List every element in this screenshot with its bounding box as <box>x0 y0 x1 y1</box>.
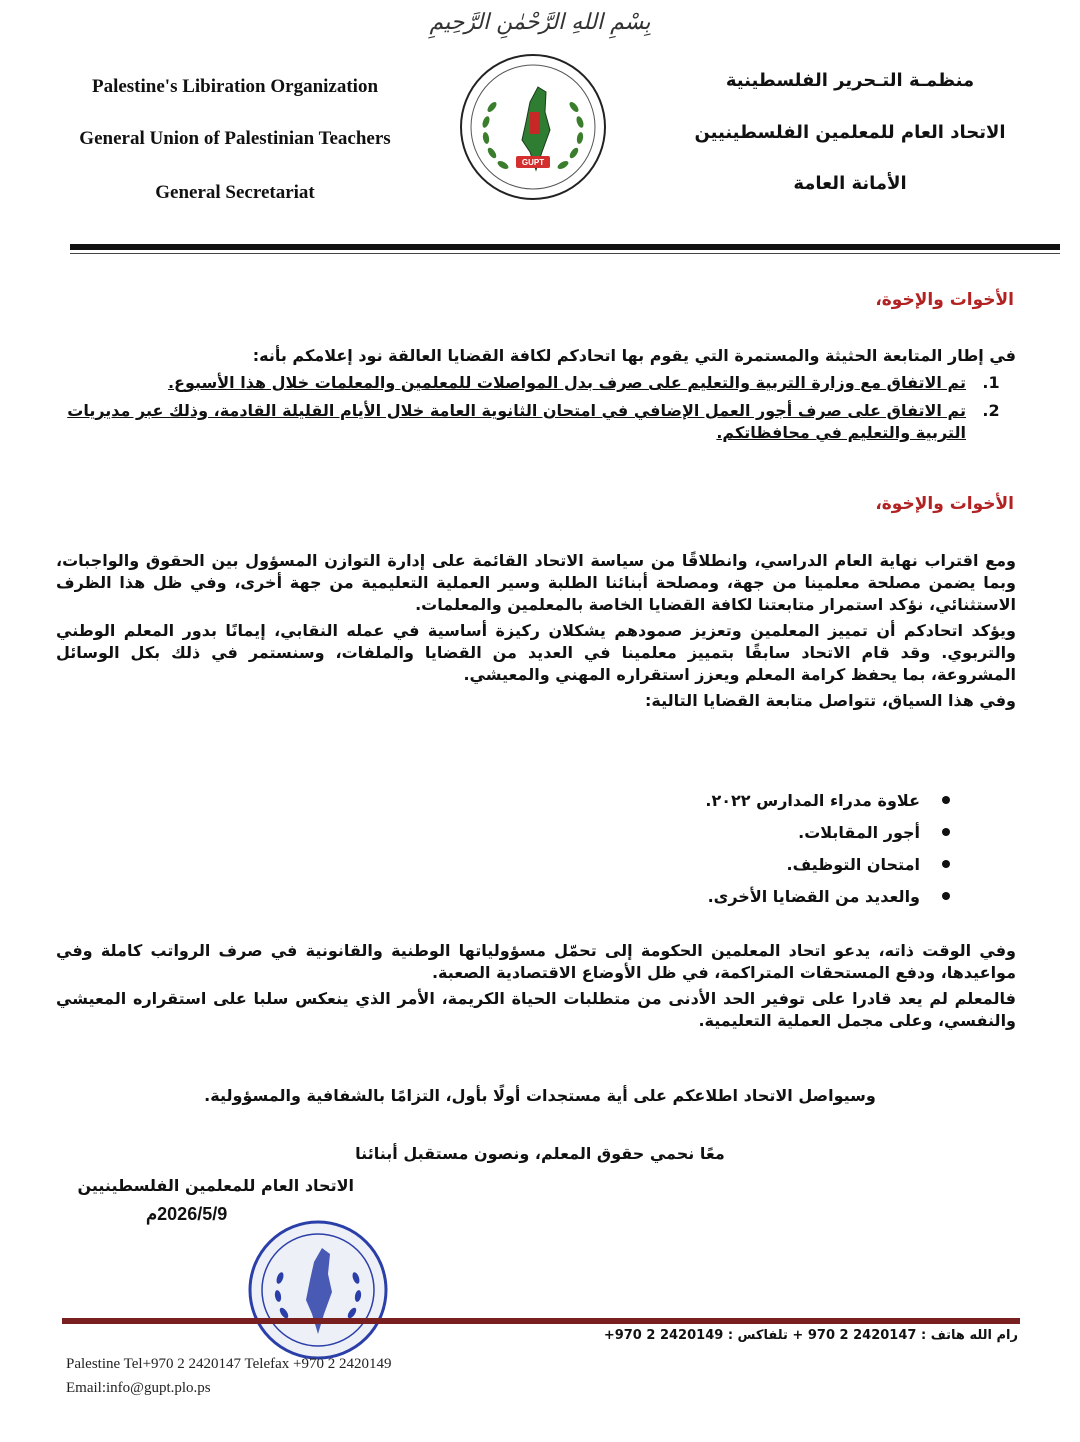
signature-name: الاتحاد العام للمعلمين الفلسطينيين <box>77 1176 354 1195</box>
signature-date: 2026/5/9م <box>146 1204 228 1224</box>
list-item <box>56 400 1016 444</box>
paragraph: وفي الوقت ذاته، يدعو اتحاد المعلمين الحكومة إلى تحمّل مسؤولياتها الوطنية والقانونية في صرف الرواتب كاملة وفي مواعيدها، ودفع المستحقات المتراكمة، في ظل الأوضاع الاقتصادية الصعبة. <box>56 941 1016 982</box>
bullet-icon <box>942 828 950 836</box>
bullet-item <box>250 880 950 912</box>
gupt-emblem-icon <box>450 52 616 202</box>
list-item-number: 1. <box>982 373 1000 392</box>
paragraph: ويؤكد اتحادكم أن تمييز المعلمين وتعزيز صمودهم يشكلان ركيزة أساسية في عمله النقابي، إيمانًا بدور المعلم الوطني والتربوي. وقد قام الاتحاد سابقًا بتمييز معلمينا في العديد من القضايا والملفات، وسنستمر في ذلك بكل الوسائل المشروعة، بما يحفظ كرامة المعلم ويعزز استقراره المهني والمعيشي. <box>56 621 1016 684</box>
footer-arabic-contact: رام الله هاتف : 2420147 2 970 + تلفاكس : 2420149 2 970+ <box>603 1328 1018 1343</box>
bullet-item <box>250 784 950 816</box>
footer-phone: Palestine Tel+970 2 2420147 Telefax +970 2 2420149 <box>66 1356 392 1372</box>
paragraph: ومع اقتراب نهاية العام الدراسي، وانطلاقًا من سياسة الاتحاد القائمة على إدارة التوازن المسؤول بين الحقوق والواجبات، وبما يضمن مصلحة معلمينا من جهة، ومصلحة أبنائنا الطلبة وسير العملية التعليمية من جهة أخرى، وفي ظل هذا الظرف الاستثنائي، نؤكد استمرار متابعتنا لكافة القضايا الخاصة بالمعلمين والمعلمات. <box>56 551 1016 614</box>
en-union-name: General Union of Palestinian Teachers <box>79 128 391 149</box>
bullet-text: علاوة مدراء المدارس ٢٠٢٢. <box>705 790 920 810</box>
slogan: معًا نحمي حقوق المعلم، ونصون مستقبل أبنائنا <box>355 1144 725 1163</box>
ar-secretariat: الأمانة العامة <box>793 173 907 194</box>
basmala: بِسْمِ اللهِ الرَّحْمٰنِ الرَّحِيمِ <box>429 10 651 35</box>
bullet-text: والعديد من القضايا الأخرى. <box>707 886 920 906</box>
paragraph: وفي هذا السياق، تتواصل متابعة القضايا التالية: <box>645 691 1016 710</box>
paragraph: فالمعلم لم يعد قادرا على توفير الحد الأدنى من متطلبات الحياة الكريمة، الأمر الذي ينعكس سلبا على استقراره المعيشي والنفسي، وعلى مجمل العملية التعليمية. <box>56 989 1016 1030</box>
en-org-name: Palestine's Libiration Organization <box>91 76 379 97</box>
bullet-item <box>250 848 950 880</box>
bullet-icon <box>942 892 950 900</box>
logo-abbr: GUPT <box>521 158 545 167</box>
salutation-1: الأخوات والإخوة، <box>875 290 1014 310</box>
intro-paragraph: في إطار المتابعة الحثيثة والمستمرة التي يقوم بها اتحادكم لكافة القضايا العالقة نود إعلامكم بأنه: <box>252 346 1016 365</box>
body-paragraphs <box>56 550 1016 712</box>
ar-union-name: الاتحاد العام للمعلمين الفلسطينيين <box>694 122 1006 143</box>
en-secretariat: General Secretariat <box>155 182 315 203</box>
list-item-number: 2. <box>982 401 1000 420</box>
bullet-icon <box>942 860 950 868</box>
closing-line: وسيواصل الاتحاد اطلاعكم على أية مستجدات أولًا بأول، التزامًا بالشفافية والمسؤولية. <box>204 1086 876 1105</box>
header-divider-thin <box>70 253 1060 254</box>
bullet-icon <box>942 796 950 804</box>
header-divider <box>70 244 1060 250</box>
bullet-list <box>250 784 950 912</box>
list-item <box>56 372 1016 394</box>
official-stamp-icon <box>244 1218 392 1363</box>
bullet-text: أجور المقابلات. <box>798 822 920 842</box>
footer-email: Email:info@gupt.plo.ps <box>66 1380 211 1396</box>
list-item-text: تم الاتفاق على صرف أجور العمل الإضافي في امتحان الثانوية العامة خلال الأيام القليلة القادمة، وذلك عبر مديريات التربية والتعليم في محافظاتكم. <box>67 401 966 442</box>
bullet-text: امتحان التوظيف. <box>786 854 920 874</box>
footer-divider <box>62 1318 1020 1324</box>
ar-org-name: منظمـة التـحرير الفلسطينية <box>725 70 975 91</box>
bullet-item <box>250 816 950 848</box>
list-item-text: تم الاتفاق مع وزارة التربية والتعليم على صرف بدل المواصلات للمعلمين والمعلمات خلال هذا الأسبوع. <box>167 373 966 392</box>
salutation-2: الأخوات والإخوة، <box>875 494 1014 514</box>
numbered-list <box>56 372 1016 444</box>
government-paragraphs <box>56 940 1016 1032</box>
